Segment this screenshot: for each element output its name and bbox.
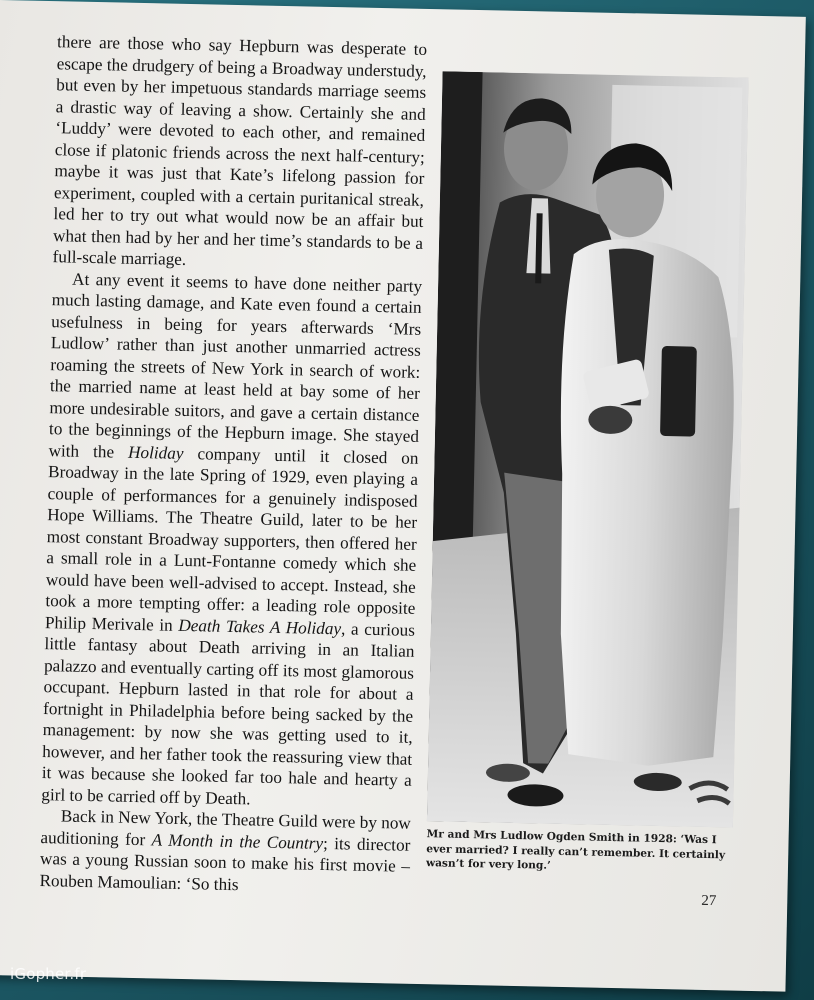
photograph-image	[427, 71, 749, 827]
photo-caption: Mr and Mrs Ludlow Ogden Smith in 1928: ‘Was I ever married? I really can’t remember. It certainly wasn’t for very long.’	[425, 828, 726, 872]
watermark: iGopher.fr	[10, 965, 87, 983]
title-holiday: Holiday	[127, 442, 184, 463]
title-death-takes-a-holiday: Death Takes A Holiday	[178, 615, 342, 638]
paragraph-3-text-b: ; its director was a young Russian soon to make his first movie – Rouben Mamoulian: ‘So this	[39, 833, 411, 894]
paragraph-2-text-c: , a curious little fantasy about Death arriving in an Italian palazzo and eventually carting off its most glamorous occupant. Hepburn lasted in that role for about a fortnight in Philadelphia before being sacked by the management: by now she was getting used to it, however, and her father took the reassuring view that it was because she looked far too hale and hearty a girl to be carried off by Death.	[41, 618, 416, 808]
paragraph-2	[41, 268, 422, 813]
paragraph-1-text: there are those who say Hepburn was desperate to escape the drudgery of being a Broadway understudy, but even by her impetuous standards marriage seems a drastic way of leaving a show. Certainly she and ‘Luddy’ were devoted to each other, and remained close if platonic friends across the next half-century; maybe it was just that Kate’s lifelong passion for experiment, coupled with a certain puritanical streak, led her to try out what would now be an affair but what then had by her and her time’s standards to be a full-scale marriage.	[52, 32, 428, 269]
paragraph-2-text-a: At any event it seems to have done neither party much lasting damage, and Kate even found a certain usefulness in being for years afterwards ‘Mrs Ludlow’ rather than just another unmarried actress roaming the streets of New York in search of work: the married name at least held at bay some of her more undesirable suitors, and gave a certain distance to the beginnings of the Hepburn image. She stayed with the	[48, 269, 423, 462]
page-number: 27	[701, 892, 717, 910]
paragraph-1	[52, 31, 427, 275]
paragraph-3	[39, 805, 411, 899]
photograph-couple	[427, 71, 749, 827]
body-text-column	[39, 31, 427, 899]
paragraph-3-text-a: Back in New York, the Theatre Guild were by now auditioning for	[40, 806, 412, 849]
paragraph-2-text-b: company until it closed on Broadway in the late Spring of 1929, even playing a couple of performances for a genuinely indisposed Hope Williams. The Theatre Guild, later to be her most constant Broadway supporters, then offered her a small role in a Lunt-Fontanne comedy which she would have been well-advised to accept. Instead, she took a more tempting offer: a leading role opposite Philip Merivale in	[44, 443, 419, 635]
title-a-month-in-the-country: A Month in the Country	[151, 829, 324, 853]
